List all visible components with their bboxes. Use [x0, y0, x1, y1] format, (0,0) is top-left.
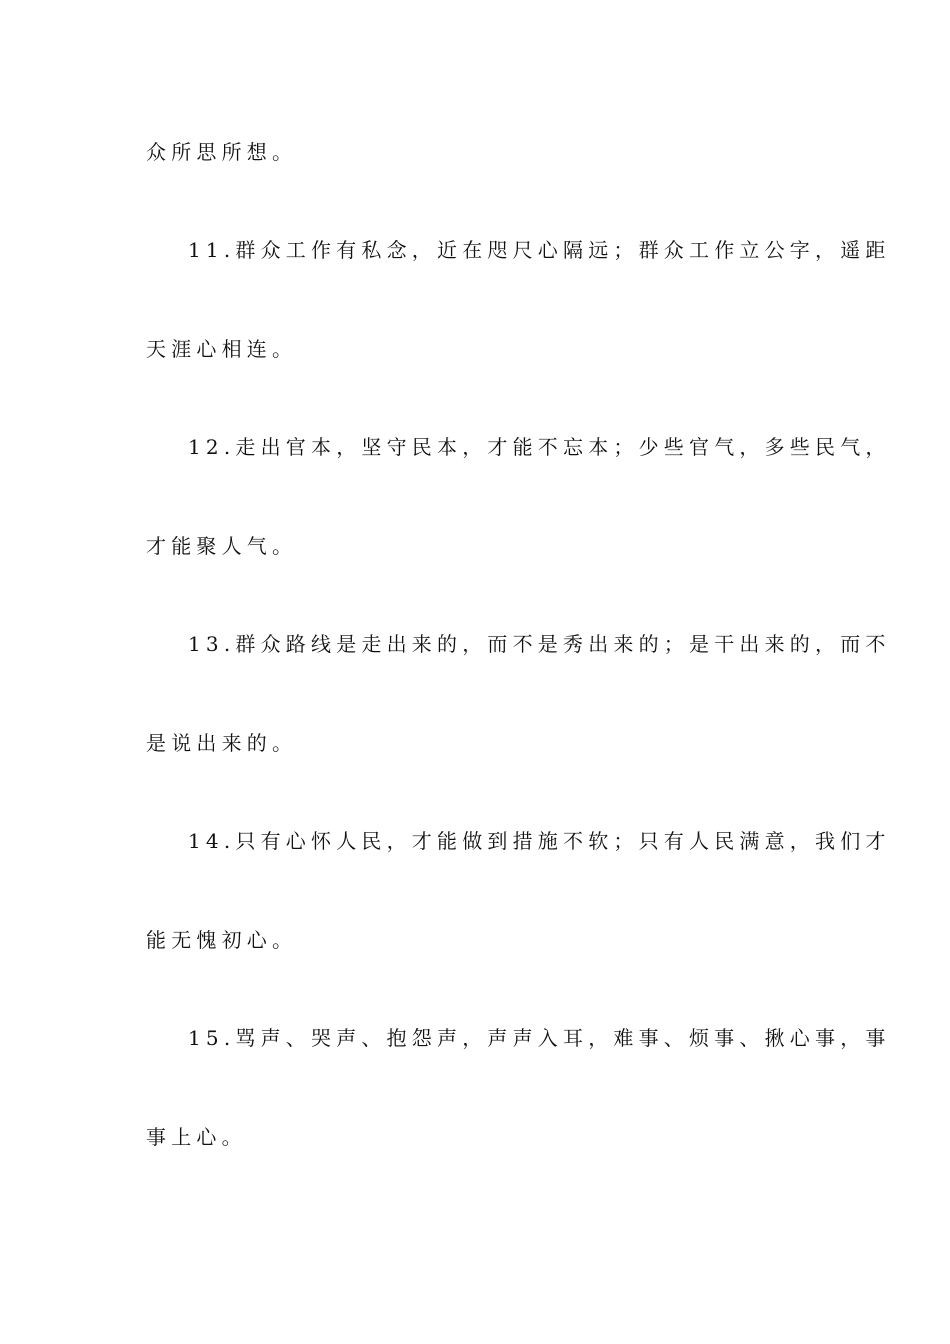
item-15-first-line: 15.骂声、哭声、抱怨声，声声入耳，难事、烦事、揪心事，事	[188, 1026, 891, 1050]
item-14-second-line: 能无愧初心。	[146, 928, 298, 952]
item-12-first-line: 12.走出官本，坚守民本，才能不忘本；少些官气，多些民气，	[188, 435, 891, 459]
item-11-first-line: 11.群众工作有私念，近在咫尺心隔远；群众工作立公字，遥距	[188, 238, 891, 262]
text-line-continuation: 众所思所想。	[146, 140, 298, 164]
item-14-first-line: 14.只有心怀人民，才能做到措施不软；只有人民满意，我们才	[188, 829, 891, 853]
item-13-first-line: 13.群众路线是走出来的，而不是秀出来的；是干出来的，而不	[188, 632, 891, 656]
item-12-second-line: 才能聚人气。	[146, 534, 298, 558]
item-13-second-line: 是说出来的。	[146, 731, 298, 755]
item-15-second-line: 事上心。	[146, 1125, 247, 1149]
item-11-second-line: 天涯心相连。	[146, 337, 298, 361]
